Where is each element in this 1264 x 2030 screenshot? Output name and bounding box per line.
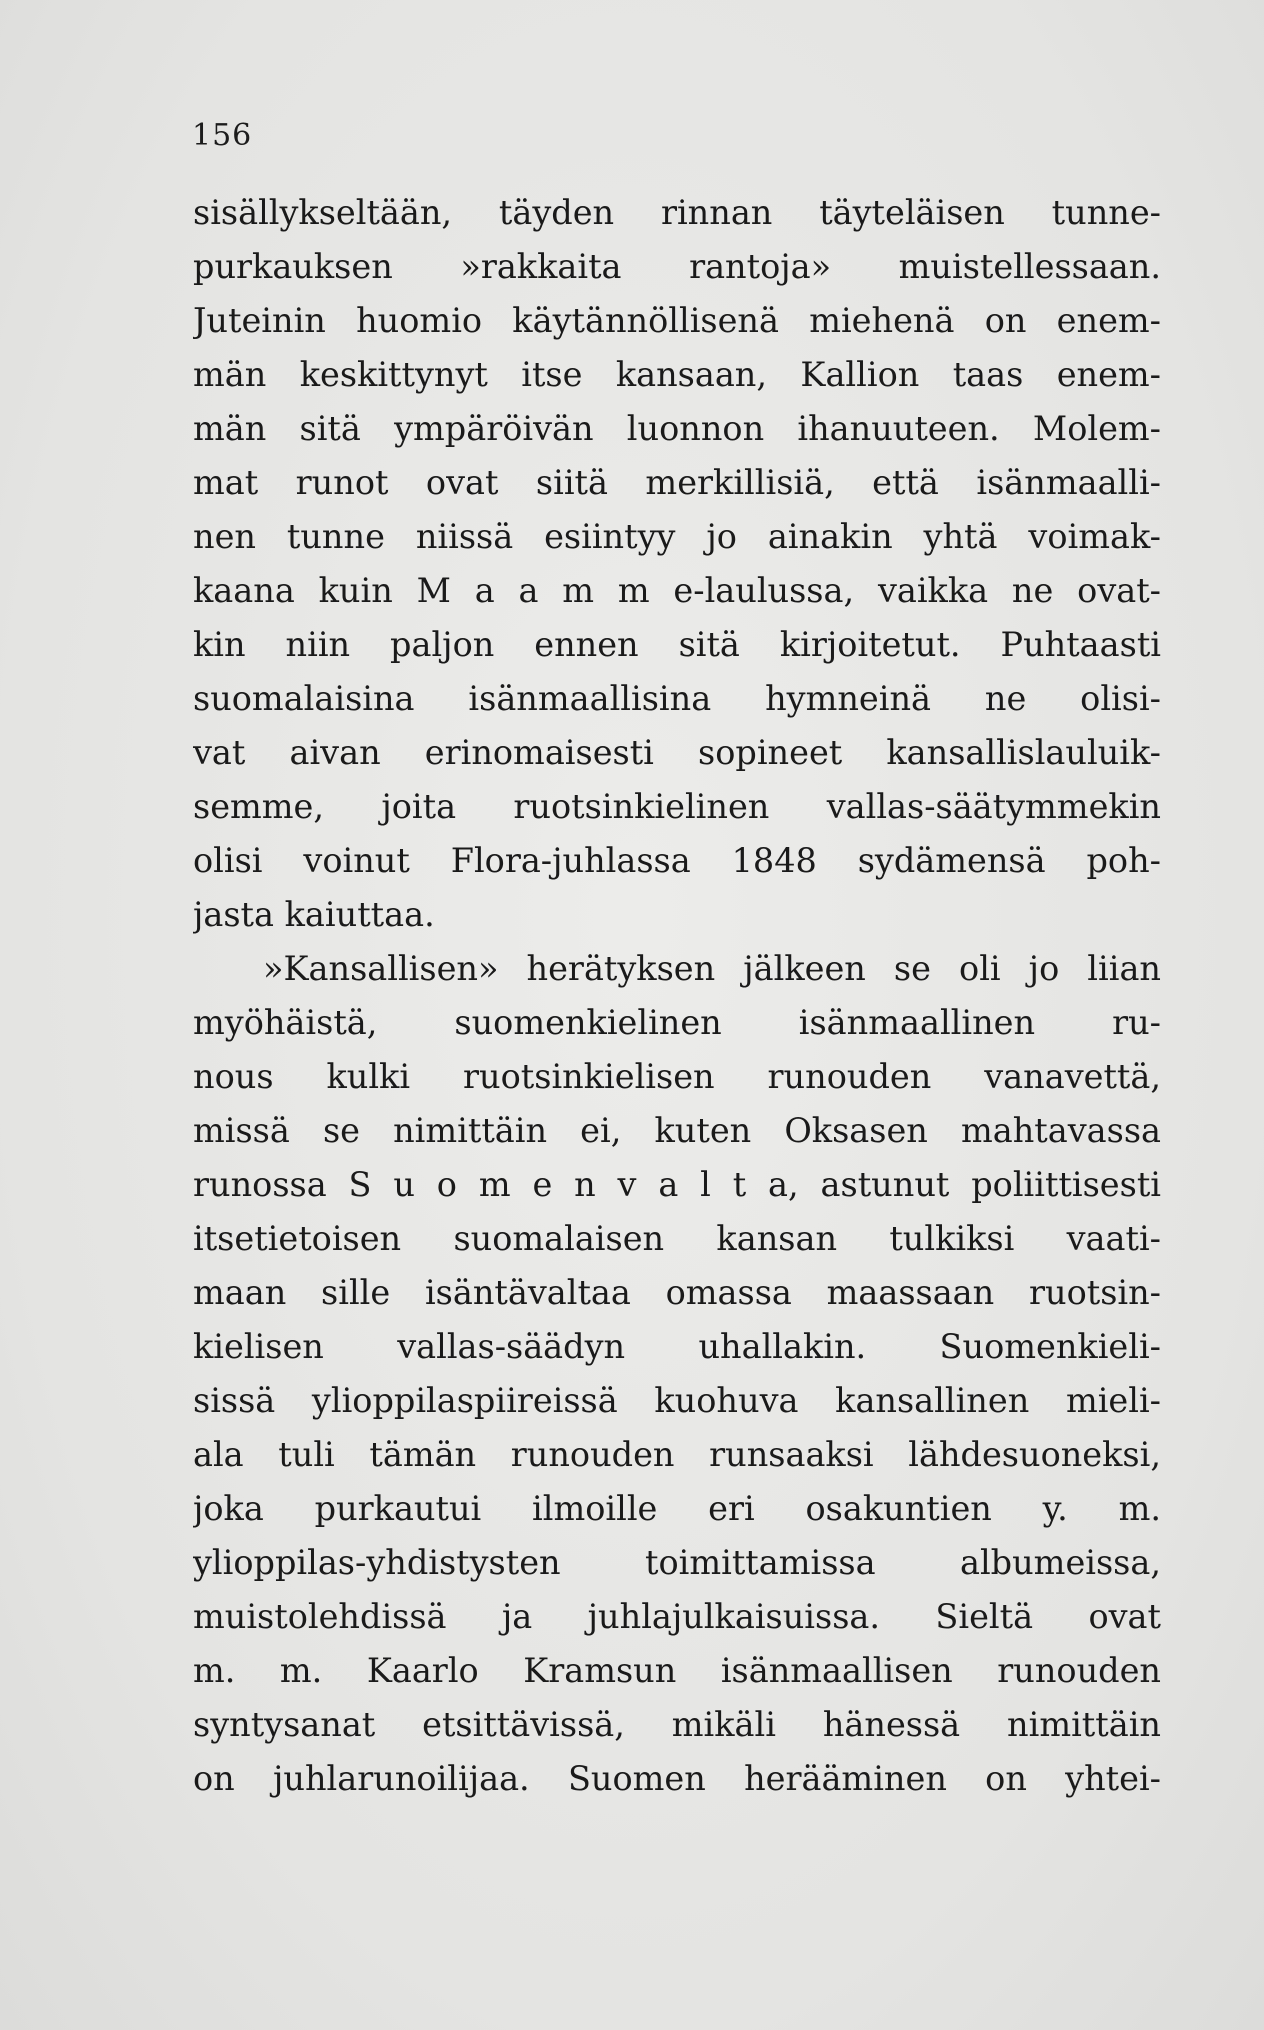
text-line: runossa S u o m e n v a l t a, astunut poliittisesti — [193, 1165, 1161, 1204]
page-number: 156 — [192, 118, 253, 153]
text-line: mat runot ovat siitä merkillisiä, että isänmaalli- — [193, 463, 1161, 502]
text-line: sisällykseltään, täyden rinnan täyteläisen tunne- — [193, 193, 1161, 232]
paragraph-2 — [193, 942, 1161, 1806]
body-text — [193, 186, 1161, 1806]
text-line: män keskittynyt itse kansaan, Kallion taas enem- — [193, 355, 1161, 394]
text-line: jasta kaiuttaa. — [193, 895, 435, 934]
text-line: Juteinin huomio käytännöllisenä miehenä on enem- — [193, 301, 1161, 340]
text-line: missä se nimittäin ei, kuten Oksasen mahtavassa — [193, 1111, 1161, 1150]
text-line: män sitä ympäröivän luonnon ihanuuteen. Molem- — [193, 409, 1161, 448]
text-line: nous kulki ruotsinkielisen runouden vanavettä, — [193, 1057, 1161, 1096]
text-line: vat aivan erinomaisesti sopineet kansallislauluik- — [193, 733, 1161, 772]
text-line: m. m. Kaarlo Kramsun isänmaallisen runouden — [193, 1651, 1161, 1690]
text-line: kin niin paljon ennen sitä kirjoitetut. Puhtaasti — [193, 625, 1161, 664]
paragraph-1 — [193, 186, 1161, 942]
text-line: muistolehdissä ja juhlajulkaisuissa. Sieltä ovat — [193, 1597, 1161, 1636]
text-line: itsetietoisen suomalaisen kansan tulkiksi vaati- — [193, 1219, 1161, 1258]
text-line: myöhäistä, suomenkielinen isänmaallinen ru- — [193, 1003, 1161, 1042]
text-line: olisi voinut Flora-juhlassa 1848 sydämensä poh- — [193, 841, 1161, 880]
text-line: joka purkautui ilmoille eri osakuntien y. m. — [193, 1489, 1161, 1528]
text-line: semme, joita ruotsinkielinen vallas-säätymmekin — [193, 787, 1161, 826]
text-line: ala tuli tämän runouden runsaaksi lähdesuoneksi, — [193, 1435, 1161, 1474]
text-line: »Kansallisen» herätyksen jälkeen se oli jo liian — [263, 949, 1161, 988]
text-line: maan sille isäntävaltaa omassa maassaan ruotsin- — [193, 1273, 1161, 1312]
text-line: sissä ylioppilaspiireissä kuohuva kansallinen mieli- — [193, 1381, 1161, 1420]
text-line: purkauksen »rakkaita rantoja» muistellessaan. — [193, 247, 1161, 286]
text-line: suomalaisina isänmaallisina hymneinä ne olisi- — [193, 679, 1161, 718]
text-line: kielisen vallas-säädyn uhallakin. Suomenkieli- — [193, 1327, 1161, 1366]
text-line: on juhlarunoilijaa. Suomen herääminen on yhtei- — [193, 1759, 1161, 1798]
text-line: nen tunne niissä esiintyy jo ainakin yhtä voimak- — [193, 517, 1161, 556]
text-line: syntysanat etsittävissä, mikäli hänessä nimittäin — [193, 1705, 1161, 1744]
text-line: ylioppilas-yhdistysten toimittamissa albumeissa, — [193, 1543, 1161, 1582]
text-line: kaana kuin M a a m m e-laulussa, vaikka ne ovat- — [193, 571, 1161, 610]
